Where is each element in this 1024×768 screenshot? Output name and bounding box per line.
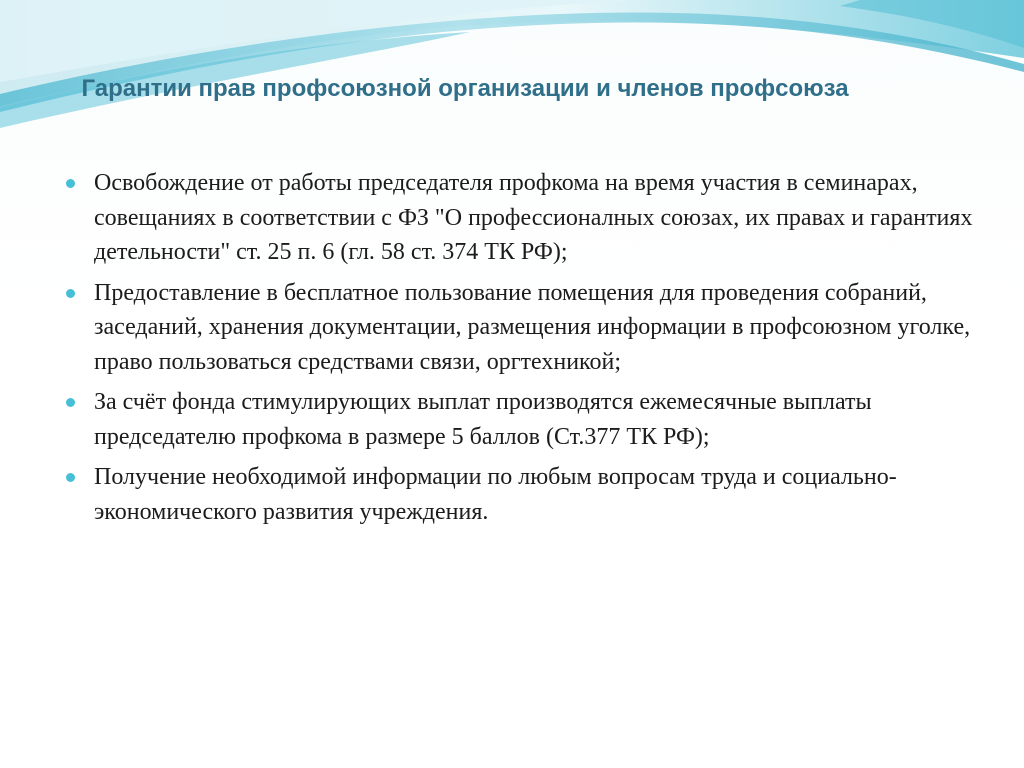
bullet-item <box>66 460 996 529</box>
bullet-text: Получение необходимой информации по любым вопросам труда и социально-экономического развития учреждения. <box>94 464 897 525</box>
bullet-dot-icon <box>66 289 75 298</box>
bullet-text: Освобождение от работы председателя профкома на время участия в семинарах, совещаниях в соответствии с ФЗ "О профессионалных союзах, их правах и гарантиях детельности" ст. 25 п. 6 (гл. 58 ст. 374 ТК РФ); <box>94 170 973 265</box>
bullet-item <box>66 276 996 380</box>
bullet-dot-icon <box>66 398 75 407</box>
bullet-list <box>66 166 996 535</box>
bullet-dot-icon <box>66 473 75 482</box>
bullet-item <box>66 166 996 270</box>
bullet-text: Предоставление в бесплатное пользование помещения для проведения собраний, заседаний, хранения документации, размещения информации в профсоюзном уголке, право пользоваться средствами связи, оргтехникой; <box>94 279 971 375</box>
bullet-item <box>66 385 996 454</box>
slide-title: Гарантии прав профсоюзной организации и членов профсоюза <box>81 75 849 102</box>
bullet-text: За счёт фонда стимулирующих выплат производятся ежемесячные выплаты председателю профкома в размере 5 баллов (Ст.377 ТК РФ); <box>94 389 872 450</box>
bullet-dot-icon <box>66 179 75 188</box>
